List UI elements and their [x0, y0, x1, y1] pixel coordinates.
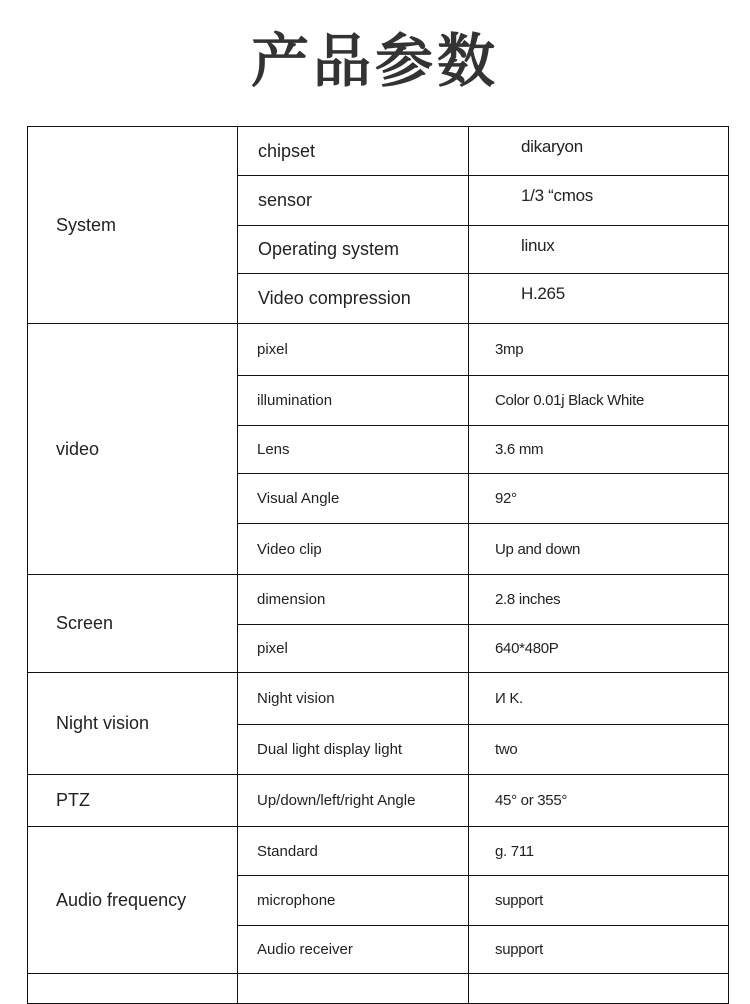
spec-value: И K.	[469, 673, 729, 725]
spec-name: sensor	[238, 176, 469, 226]
spec-name: Lens	[238, 426, 469, 474]
spec-name: pixel	[238, 324, 469, 376]
page-title: 产品参数	[250, 27, 499, 95]
group-label: Audio frequency	[28, 827, 238, 974]
table-row	[28, 974, 729, 1004]
group-label: PTZ	[28, 775, 238, 827]
spec-value: 640*480P	[469, 625, 729, 673]
table-row	[28, 127, 729, 176]
table-row	[28, 575, 729, 625]
spec-value: 45° or 355°	[469, 775, 729, 827]
spec-value: support	[469, 876, 729, 926]
spec-name: illumination	[238, 376, 469, 426]
spec-value: g. 711	[469, 827, 729, 876]
spec-value: two	[469, 725, 729, 775]
table-row	[28, 673, 729, 725]
spec-value: 1/3 “cmos	[469, 176, 729, 226]
group-label: Night vision	[28, 673, 238, 775]
spec-name: Up/down/left/right Angle	[238, 775, 469, 827]
spec-name: dimension	[238, 575, 469, 625]
spec-value: 2.8 inches	[469, 575, 729, 625]
empty-cell	[469, 974, 729, 1004]
table-row	[28, 827, 729, 876]
spec-name: chipset	[238, 127, 469, 176]
spec-value: Up and down	[469, 524, 729, 575]
spec-name: Operating system	[238, 226, 469, 274]
spec-name: Standard	[238, 827, 469, 876]
table-row	[28, 324, 729, 376]
spec-name: pixel	[238, 625, 469, 673]
spec-value: dikaryon	[469, 127, 729, 176]
spec-name: Video compression	[238, 274, 469, 324]
empty-cell	[28, 974, 238, 1004]
group-label: Screen	[28, 575, 238, 673]
spec-name: Night vision	[238, 673, 469, 725]
spec-value: linux	[469, 226, 729, 274]
spec-name: Visual Angle	[238, 474, 469, 524]
spec-name: Video clip	[238, 524, 469, 575]
spec-table	[27, 126, 729, 1004]
spec-name: Audio receiver	[238, 926, 469, 974]
spec-value: 3.6 mm	[469, 426, 729, 474]
spec-name: microphone	[238, 876, 469, 926]
spec-value: support	[469, 926, 729, 974]
empty-cell	[238, 974, 469, 1004]
table-row	[28, 775, 729, 827]
group-label: video	[28, 324, 238, 575]
spec-value: Color 0.01j Black White	[469, 376, 729, 426]
spec-value: 3mp	[469, 324, 729, 376]
group-label: System	[28, 127, 238, 324]
spec-value: H.265	[469, 274, 729, 324]
spec-name: Dual light display light	[238, 725, 469, 775]
spec-value: 92°	[469, 474, 729, 524]
